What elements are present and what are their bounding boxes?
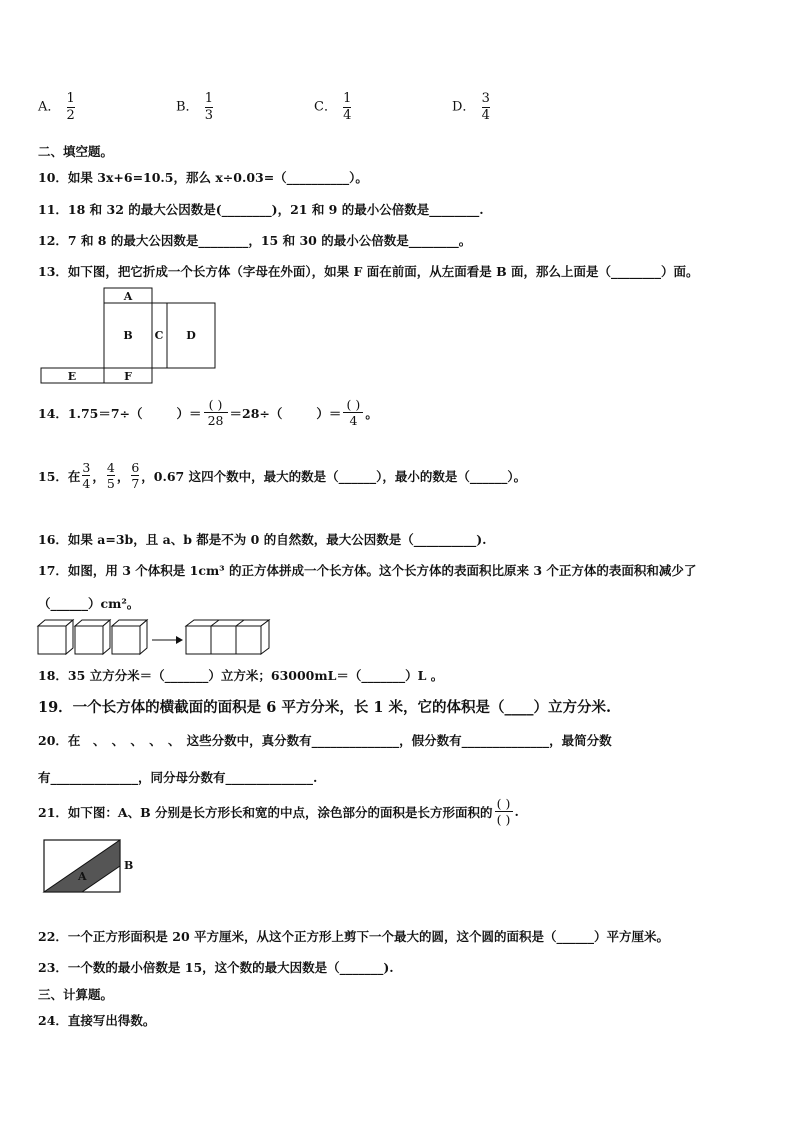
question-16: 16．如果 a=3b，且 a、b 都是不为 0 的自然数，最大公因数是（__________). (38, 532, 487, 547)
question-15: 15．在 $\frac{3}{4}$ ， $\frac{4}{5}$ ， $\frac{6}{7}$ ，0.67 这四个数中，最大的数是（______），最小的数是（______）。 (38, 460, 527, 492)
q15-fraction-1: $\frac{3}{4}$ (82, 460, 91, 492)
option-d-denominator: 4 (481, 107, 490, 123)
cubes-figure (36, 618, 276, 656)
question-17-line-2: （______）cm²。 (38, 596, 140, 611)
question-23: 23．一个数的最小倍数是 15，这个数的最大因数是（_______). (38, 960, 394, 975)
q15-prefix: 15．在 (38, 468, 81, 484)
option-d-numerator: 3 (481, 91, 490, 106)
question-11: 11．18 和 32 的最大公因数是(________)，21 和 9 的最小公倍数是________. (38, 202, 484, 217)
fig21-label-a: A (78, 870, 87, 883)
net-label-a: A (123, 290, 133, 303)
option-a (38, 92, 77, 122)
q15-fraction-2: $\frac{4}{5}$ (106, 460, 115, 492)
option-a-numerator: 1 (66, 91, 75, 106)
question-17-line-1: 17．如图，用 3 个体积是 1cm³ 的正方体拼成一个长方体。这个长方体的表面积比原来 3 个正方体的表面积和减少了 (38, 563, 697, 578)
option-c-letter: C． (314, 99, 337, 115)
q15-suffix: ，0.67 这四个数中，最大的数是（______），最小的数是（______）。 (141, 468, 527, 484)
question-13: 13．如下图，把它折成一个长方体（字母在外面），如果 F 面在前面，从左面看是 B 面，那么上面是（________）面。 (38, 264, 699, 279)
section-heading-calculation: 三、计算题。 (38, 987, 114, 1002)
net-label-c: C (154, 329, 164, 342)
question-19: 19．一个长方体的横截面的面积是 6 平方分米，长 1 米，它的体积是（____）立方分米. (38, 699, 612, 716)
question-20-line-2: 有______________，同分母分数有______________. (38, 770, 318, 785)
question-21: 21．如下图：A、B 分别是长方形长和宽的中点，涂色部分的面积是长方形面积的 $\frac{( )}{( )}$ . (38, 796, 519, 828)
option-b-fraction (205, 92, 213, 122)
q14-division: ＝28÷（ (229, 405, 283, 421)
option-a-letter: A． (38, 99, 61, 115)
option-d-fraction (482, 92, 490, 122)
option-c (314, 92, 353, 122)
q21-fraction: $\frac{( )}{( )}$ (495, 797, 513, 826)
net-label-d: D (186, 329, 196, 342)
question-10: 10．如果 3x+6=10.5，那么 x÷0.03=（__________）。 (38, 170, 368, 185)
option-d (452, 92, 492, 122)
net-label-e: E (67, 370, 77, 383)
option-d-letter: D． (452, 99, 476, 115)
q21-text: 21．如下图：A、B 分别是长方形长和宽的中点，涂色部分的面积是长方形面积的 (38, 804, 493, 820)
option-b (176, 92, 215, 122)
q14-fraction-2: $\frac{( )}{4}$ (343, 398, 363, 427)
question-22: 22．一个正方形面积是 20 平方厘米，从这个正方形上剪下一个最大的圆，这个圆的面积是（______）平方厘米。 (38, 929, 669, 944)
q14-prefix: 14．1.75＝7÷（ (38, 405, 143, 421)
section-heading-fill-blank: 二、填空题。 (38, 144, 114, 159)
question-14 (38, 398, 378, 427)
q14-equals-2: ）＝ (316, 405, 342, 421)
question-18: 18．35 立方分米＝（_______）立方米；63000mL＝（_______）L 。 (38, 668, 444, 683)
net-label-b: B (123, 329, 133, 342)
option-c-denominator: 4 (343, 107, 352, 123)
net-label-f: F (124, 370, 132, 383)
shaded-rectangle-figure-bottom (38, 870, 138, 912)
option-c-numerator: 1 (343, 91, 352, 106)
shaded-rectangle-figure (38, 838, 138, 880)
fig21-label-b: B (124, 859, 134, 872)
q15-fraction-3: $\frac{6}{7}$ (131, 460, 140, 492)
option-a-denominator: 2 (66, 107, 75, 123)
q14-end: 。 (365, 405, 378, 421)
option-c-fraction (343, 92, 351, 122)
cube-net-figure (38, 286, 228, 384)
question-20-line-1: 20．在 、 、 、 、 、 这些分数中，真分数有______________，假分数有______________，最简分数 (38, 733, 612, 748)
option-a-fraction (67, 92, 75, 122)
q14-fraction-1: $\frac{( )}{28}$ (204, 398, 228, 427)
question-24: 24．直接写出得数。 (38, 1013, 156, 1028)
option-b-denominator: 3 (204, 107, 213, 123)
question-12: 12．7 和 8 的最大公因数是________，15 和 30 的最小公倍数是________。 (38, 233, 472, 248)
option-b-letter: B． (176, 99, 199, 115)
option-b-numerator: 1 (204, 91, 213, 106)
q14-equals-1: ）＝ (176, 405, 202, 421)
